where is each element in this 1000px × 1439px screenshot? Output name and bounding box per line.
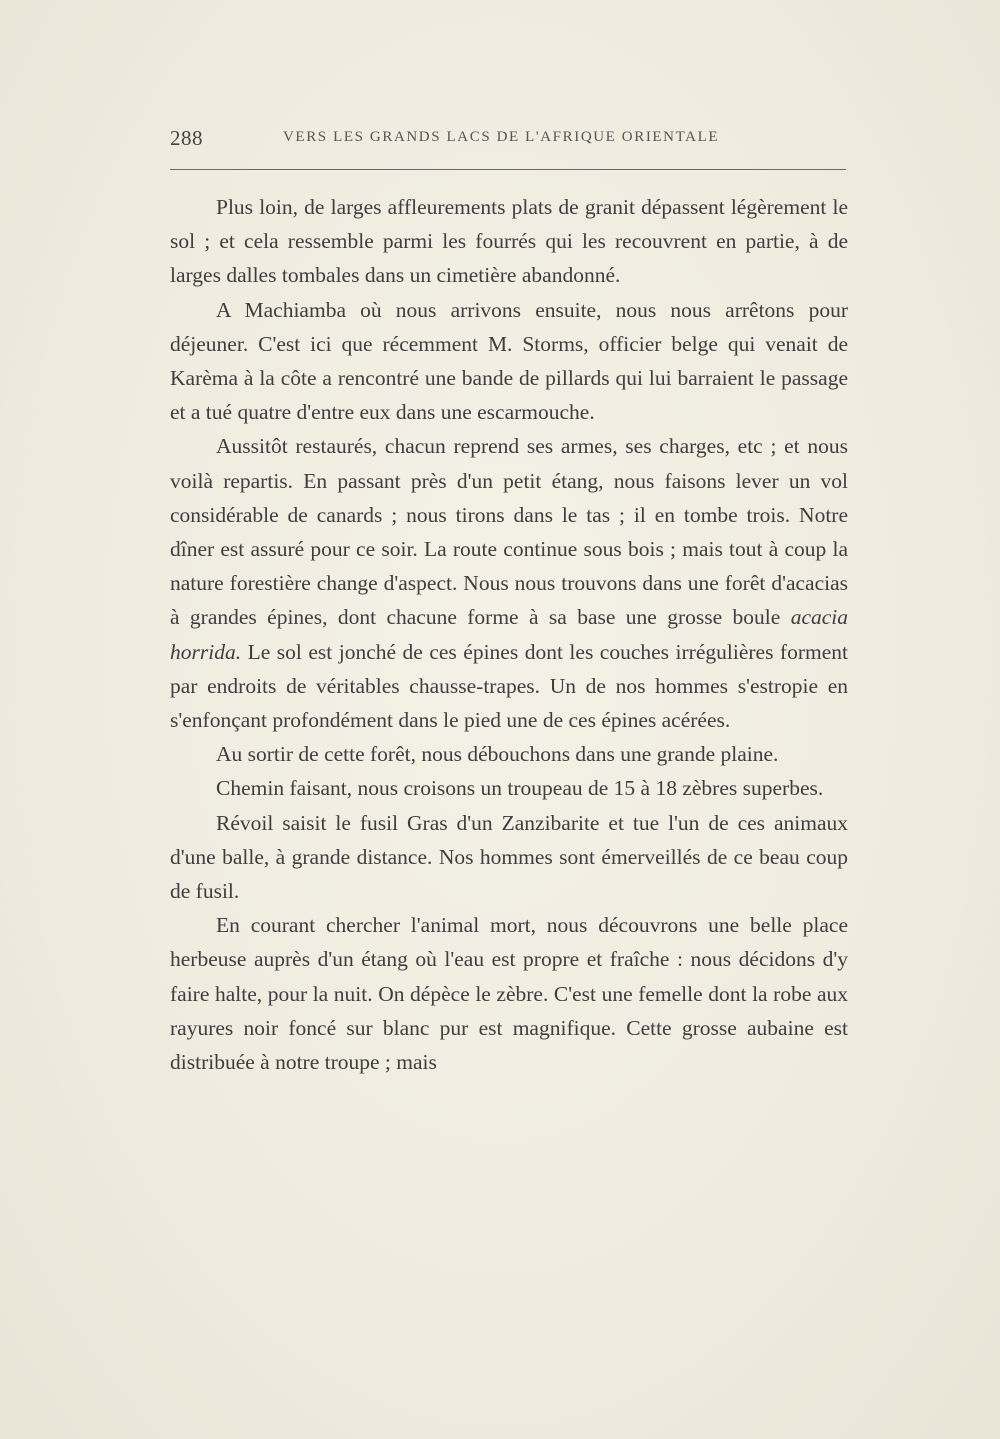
paragraph-text: Le sol est jonché de ces épines dont les couches irrégulières forment par endroits de véritables chausse-trapes. Un de nos hommes s'estropie en s'enfonçant profondément dans le pied une de ces épines acérées.	[170, 639, 848, 733]
paragraph: Chemin faisant, nous croisons un troupeau de 15 à 18 zèbres superbes.	[216, 776, 824, 801]
paragraph	[170, 429, 848, 737]
running-title: VERS LES GRANDS LACS DE L'AFRIQUE ORIENTALE	[283, 129, 720, 145]
page-header	[170, 126, 850, 152]
paragraph: Plus loin, de larges affleurements plats de granit dépassent légèrement le sol ; et cela ressemble parmi les fourrés qui les recouvrent en partie, à de larges dalles tombales dans un cimetière abandonné.	[170, 195, 848, 288]
paragraph: En courant chercher l'animal mort, nous découvrons une belle place herbeuse auprès d'un étang où l'eau est propre et fraîche : nous décidons d'y faire halte, pour la nuit. On dépèce le zèbre. C'est une femelle dont la robe aux rayures noir foncé sur blanc pur est magnifique. Cette grosse aubaine est distribuée à notre troupe ; mais	[170, 913, 848, 1075]
body-text	[170, 190, 848, 1079]
paragraph: Révoil saisit le fusil Gras d'un Zanzibarite et tue l'un de ces animaux d'une balle, à grande distance. Nos hommes sont émerveillés de ce beau coup de fusil.	[170, 810, 848, 904]
header-rule	[170, 169, 846, 170]
page-number: 288	[170, 126, 203, 150]
paragraph: Au sortir de cette forêt, nous débouchons dans une grande plaine.	[216, 742, 779, 767]
paragraph: A Machiamba où nous arrivons ensuite, nous nous arrêtons pour déjeuner. C'est ici que récemment M. Storms, officier belge qui venait de Karèma à la côte a rencontré une bande de pillards qui lui barraient le passage et a tué quatre d'entre eux dans une escarmouche.	[170, 297, 848, 425]
paragraph-text: Aussitôt restaurés, chacun reprend ses armes, ses charges, etc ; et nous voilà repartis. En passant près d'un petit étang, nous faisons lever un vol considérable de canards ; nous tirons dans le tas ; il en tombe trois. Notre dîner est assuré pour ce soir. La route continue sous bois ; mais tout à coup la nature forestière change d'aspect. Nous nous trouvons dans une forêt d'acacias à grandes épines, dont chacune forme à sa base une grosse boule	[170, 434, 848, 630]
italic-species-name: acacia horrida.	[170, 605, 848, 664]
